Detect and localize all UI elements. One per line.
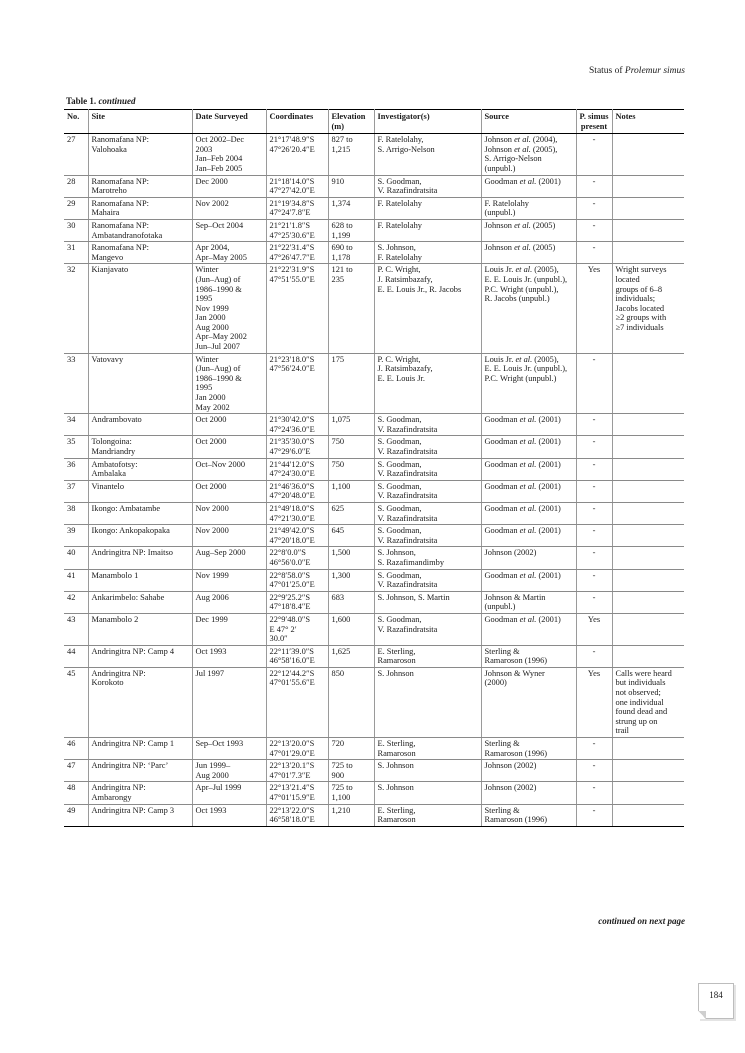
cell-notes — [612, 436, 684, 458]
cell-site: Andringitra NP: Camp 1 — [88, 738, 192, 760]
cell-date-surveyed: Nov 1999 — [192, 569, 266, 591]
cell-elevation: 850 — [328, 667, 374, 737]
cell-investigators: S. Johnson, S. Martin — [374, 591, 481, 613]
cell-investigators: E. Sterling, Ramaroson — [374, 804, 481, 826]
cell-p-simus-present: - — [576, 219, 612, 241]
cell-no: 31 — [64, 242, 88, 264]
cell-p-simus-present: - — [576, 197, 612, 219]
cell-investigators: P. C. Wright, J. Ratsimbazafy, E. E. Louis Jr. — [374, 353, 481, 414]
table-row — [64, 502, 684, 524]
cell-no: 48 — [64, 782, 88, 804]
cell-date-surveyed: Apr 2004, Apr–May 2005 — [192, 242, 266, 264]
cell-site: Vinantelo — [88, 480, 192, 502]
header-notes: Notes — [612, 110, 684, 134]
cell-no: 30 — [64, 219, 88, 241]
cell-investigators: S. Johnson — [374, 782, 481, 804]
cell-coordinates: 21°21′1.8″S 47°25′30.6″E — [266, 219, 328, 241]
running-head-prefix: Status of — [589, 66, 625, 76]
cell-p-simus-present: - — [576, 414, 612, 436]
cell-date-surveyed: Oct 1993 — [192, 645, 266, 667]
cell-date-surveyed: Sep–Oct 2004 — [192, 219, 266, 241]
page-number-box — [698, 983, 734, 1019]
table-row — [64, 264, 684, 353]
cell-date-surveyed: Dec 2000 — [192, 175, 266, 197]
cell-date-surveyed: Aug–Sep 2000 — [192, 547, 266, 569]
cell-p-simus-present: - — [576, 782, 612, 804]
cell-p-simus-present: - — [576, 502, 612, 524]
table-body — [64, 134, 684, 827]
cell-source: Johnson (2002) — [481, 760, 576, 782]
cell-investigators: S. Goodman, V. Razafindratsita — [374, 502, 481, 524]
cell-notes: Calls were heard but individuals not observed; one individual found dead and strung up on trail — [612, 667, 684, 737]
cell-source: Johnson et al. (2005) — [481, 219, 576, 241]
page-curl-icon — [698, 1011, 706, 1019]
cell-investigators: S. Johnson, F. Ratelolahy — [374, 242, 481, 264]
cell-no: 33 — [64, 353, 88, 414]
table-caption — [66, 96, 135, 106]
cell-investigators: E. Sterling, Ramaroson — [374, 738, 481, 760]
cell-no: 39 — [64, 525, 88, 547]
table-row — [64, 134, 684, 175]
cell-coordinates: 21°46′36.0″S 47°20′48.0″E — [266, 480, 328, 502]
cell-source: Louis Jr. et al. (2005), E. E. Louis Jr. (unpubl.), P.C. Wright (unpubl.), R. Jacobs (unpubl.) — [481, 264, 576, 353]
cell-notes — [612, 645, 684, 667]
cell-investigators: F. Ratelolahy — [374, 197, 481, 219]
cell-site: Ranomafana NP: Mahaira — [88, 197, 192, 219]
cell-elevation: 683 — [328, 591, 374, 613]
table-row — [64, 458, 684, 480]
table-row — [64, 414, 684, 436]
cell-p-simus-present: - — [576, 591, 612, 613]
table-row — [64, 645, 684, 667]
cell-no: 28 — [64, 175, 88, 197]
cell-site: Kianjavato — [88, 264, 192, 353]
table-row — [64, 242, 684, 264]
cell-date-surveyed: Sep–Oct 1993 — [192, 738, 266, 760]
cell-notes — [612, 613, 684, 645]
cell-source: Sterling & Ramaroson (1996) — [481, 738, 576, 760]
cell-p-simus-present: Yes — [576, 264, 612, 353]
cell-date-surveyed: Oct 1993 — [192, 804, 266, 826]
cell-notes — [612, 782, 684, 804]
table-row — [64, 547, 684, 569]
cell-notes — [612, 760, 684, 782]
table-caption-label: Table 1. — [66, 96, 97, 106]
cell-date-surveyed: Nov 2000 — [192, 525, 266, 547]
cell-site: Vatovavy — [88, 353, 192, 414]
cell-site: Ankarimbelo: Sahabe — [88, 591, 192, 613]
cell-no: 35 — [64, 436, 88, 458]
cell-coordinates: 22°12′44.2″S 47°01′55.6″E — [266, 667, 328, 737]
cell-source: Sterling & Ramaroson (1996) — [481, 645, 576, 667]
cell-date-surveyed: Winter (Jun–Aug) of 1986–1990 & 1995 Nov 1999 Jan 2000 Aug 2000 Apr–May 2002 Jun–Jul 2007 — [192, 264, 266, 353]
cell-date-surveyed: Apr–Jul 1999 — [192, 782, 266, 804]
cell-no: 41 — [64, 569, 88, 591]
cell-source: Johnson et al. (2004), Johnson et al. (2005), S. Arrigo-Nelson (unpubl.) — [481, 134, 576, 175]
cell-site: Ranomafana NP: Mangevo — [88, 242, 192, 264]
cell-site: Ranomafana NP: Valohoaka — [88, 134, 192, 175]
cell-date-surveyed: Oct 2002–Dec 2003 Jan–Feb 2004 Jan–Feb 2005 — [192, 134, 266, 175]
cell-investigators: S. Johnson — [374, 667, 481, 737]
cell-site: Ikongo: Ambatambe — [88, 502, 192, 524]
cell-date-surveyed: Oct 2000 — [192, 414, 266, 436]
cell-p-simus-present: Yes — [576, 613, 612, 645]
cell-no: 37 — [64, 480, 88, 502]
cell-p-simus-present: Yes — [576, 667, 612, 737]
table-header-row — [64, 110, 684, 134]
cell-notes — [612, 547, 684, 569]
cell-no: 47 — [64, 760, 88, 782]
table-row — [64, 480, 684, 502]
cell-date-surveyed: Dec 1999 — [192, 613, 266, 645]
cell-source: Johnson (2002) — [481, 782, 576, 804]
cell-site: Andringitra NP: Camp 4 — [88, 645, 192, 667]
cell-notes — [612, 458, 684, 480]
cell-date-surveyed: Oct–Nov 2000 — [192, 458, 266, 480]
cell-p-simus-present: - — [576, 175, 612, 197]
cell-p-simus-present: - — [576, 804, 612, 826]
survey-table — [64, 109, 684, 827]
header-coordinates: Coordinates — [266, 110, 328, 134]
cell-no: 49 — [64, 804, 88, 826]
page-number: 184 — [709, 990, 723, 1000]
cell-no: 43 — [64, 613, 88, 645]
cell-investigators: S. Goodman, V. Razafindratsita — [374, 569, 481, 591]
table-row — [64, 175, 684, 197]
cell-elevation: 827 to 1,215 — [328, 134, 374, 175]
cell-p-simus-present: - — [576, 738, 612, 760]
cell-source: Goodman et al. (2001) — [481, 436, 576, 458]
cell-source: Johnson (2002) — [481, 547, 576, 569]
cell-elevation: 1,100 — [328, 480, 374, 502]
cell-no: 34 — [64, 414, 88, 436]
cell-elevation: 750 — [328, 458, 374, 480]
cell-notes — [612, 480, 684, 502]
cell-notes — [612, 219, 684, 241]
table-row — [64, 738, 684, 760]
cell-no: 46 — [64, 738, 88, 760]
cell-coordinates: 21°44′12.0″S 47°24′30.0″E — [266, 458, 328, 480]
cell-investigators: S. Goodman, V. Razafindratsita — [374, 458, 481, 480]
cell-notes — [612, 353, 684, 414]
cell-notes — [612, 569, 684, 591]
cell-date-surveyed: Nov 2002 — [192, 197, 266, 219]
cell-coordinates: 22°8′0.0″S 46°56′0.0″E — [266, 547, 328, 569]
cell-p-simus-present: - — [576, 134, 612, 175]
cell-coordinates: 21°35′30.0″S 47°29′6.0″E — [266, 436, 328, 458]
cell-coordinates: 22°9′25.2″S 47°18′8.4″E — [266, 591, 328, 613]
cell-source: Johnson & Wyner (2000) — [481, 667, 576, 737]
table-row — [64, 569, 684, 591]
cell-elevation: 1,210 — [328, 804, 374, 826]
cell-elevation: 1,300 — [328, 569, 374, 591]
cell-notes — [612, 525, 684, 547]
cell-no: 32 — [64, 264, 88, 353]
cell-coordinates: 22°13′22.0″S 46°58′18.0″E — [266, 804, 328, 826]
cell-site: Manambolo 2 — [88, 613, 192, 645]
cell-coordinates: 21°22′31.4″S 47°26′47.7″E — [266, 242, 328, 264]
cell-elevation: 720 — [328, 738, 374, 760]
cell-elevation: 750 — [328, 436, 374, 458]
cell-site: Tolongoina: Mandriandry — [88, 436, 192, 458]
running-head-species: Prolemur simus — [624, 66, 685, 76]
cell-notes — [612, 591, 684, 613]
cell-source: Goodman et al. (2001) — [481, 502, 576, 524]
cell-p-simus-present: - — [576, 436, 612, 458]
cell-notes — [612, 804, 684, 826]
header-p-simus-present: P. simus present — [576, 110, 612, 134]
cell-site: Manambolo 1 — [88, 569, 192, 591]
cell-p-simus-present: - — [576, 458, 612, 480]
table-row — [64, 525, 684, 547]
cell-investigators: S. Goodman, V. Razafindratsita — [374, 525, 481, 547]
cell-date-surveyed: Jul 1997 — [192, 667, 266, 737]
cell-notes — [612, 502, 684, 524]
cell-site: Andringitra NP: Camp 3 — [88, 804, 192, 826]
header-source: Source — [481, 110, 576, 134]
cell-source: Goodman et al. (2001) — [481, 414, 576, 436]
cell-coordinates: 21°49′18.0″S 47°21′30.0″E — [266, 502, 328, 524]
cell-elevation: 645 — [328, 525, 374, 547]
cell-investigators: S. Goodman, V. Razafindratsita — [374, 613, 481, 645]
table-row — [64, 436, 684, 458]
table-row — [64, 667, 684, 737]
cell-no: 36 — [64, 458, 88, 480]
cell-coordinates: 21°18′14.0″S 47°27′42.0″E — [266, 175, 328, 197]
cell-site: Andrambovato — [88, 414, 192, 436]
cell-elevation: 1,075 — [328, 414, 374, 436]
cell-site: Andringitra NP: Korokoto — [88, 667, 192, 737]
cell-elevation: 1,500 — [328, 547, 374, 569]
cell-site: Ambatofotsy: Ambalaka — [88, 458, 192, 480]
header-no: No. — [64, 110, 88, 134]
table-row — [64, 760, 684, 782]
cell-p-simus-present: - — [576, 480, 612, 502]
cell-investigators: S. Johnson, S. Razafimandimby — [374, 547, 481, 569]
cell-no: 40 — [64, 547, 88, 569]
cell-coordinates: 21°23′18.0″S 47°56′24.0″E — [266, 353, 328, 414]
cell-date-surveyed: Oct 2000 — [192, 480, 266, 502]
cell-site: Ranomafana NP: Ambatandranofotaka — [88, 219, 192, 241]
cell-no: 42 — [64, 591, 88, 613]
cell-coordinates: 22°13′20.0″S 47°01′29.0″E — [266, 738, 328, 760]
table-row — [64, 804, 684, 826]
cell-notes: Wright surveys located groups of 6–8 individuals; Jacobs located ≥2 groups with ≥7 individuals — [612, 264, 684, 353]
cell-coordinates: 22°11′39.0″S 46°58′16.0″E — [266, 645, 328, 667]
cell-date-surveyed: Winter (Jun–Aug) of 1986–1990 & 1995 Jan 2000 May 2002 — [192, 353, 266, 414]
cell-no: 29 — [64, 197, 88, 219]
cell-site: Ikongo: Ankopakopaka — [88, 525, 192, 547]
cell-investigators: S. Goodman, V. Razafindratsita — [374, 175, 481, 197]
cell-investigators: P. C. Wright, J. Ratsimbazafy, E. E. Louis Jr., R. Jacobs — [374, 264, 481, 353]
cell-no: 45 — [64, 667, 88, 737]
cell-no: 44 — [64, 645, 88, 667]
table-caption-continued: continued — [98, 96, 136, 106]
running-head — [589, 66, 685, 76]
cell-coordinates: 21°17′48.9″S 47°26′20.4″E — [266, 134, 328, 175]
cell-coordinates: 22°13′20.1″S 47°01′7.3″E — [266, 760, 328, 782]
cell-coordinates: 22°13′21.4″S 47°01′15.9″E — [266, 782, 328, 804]
cell-investigators: S. Goodman, V. Razafindratsita — [374, 436, 481, 458]
cell-elevation: 910 — [328, 175, 374, 197]
cell-coordinates: 22°9′48.0″S E 47° 2′ 30.0″ — [266, 613, 328, 645]
cell-source: Louis Jr. et al. (2005), E. E. Louis Jr. (unpubl.), P.C. Wright (unpubl.) — [481, 353, 576, 414]
cell-source: Goodman et al. (2001) — [481, 613, 576, 645]
table-row — [64, 219, 684, 241]
table-row — [64, 197, 684, 219]
header-investigators: Investigator(s) — [374, 110, 481, 134]
cell-coordinates: 21°19′34.8″S 47°24′7.8″E — [266, 197, 328, 219]
cell-elevation: 175 — [328, 353, 374, 414]
cell-source: Sterling & Ramaroson (1996) — [481, 804, 576, 826]
cell-investigators: S. Goodman, V. Razafindratsita — [374, 480, 481, 502]
cell-source: Goodman et al. (2001) — [481, 480, 576, 502]
table-row — [64, 613, 684, 645]
cell-coordinates: 21°22′31.9″S 47°51′55.0″E — [266, 264, 328, 353]
cell-date-surveyed: Jun 1999– Aug 2000 — [192, 760, 266, 782]
cell-source: F. Ratelolahy (unpubl.) — [481, 197, 576, 219]
cell-source: Johnson et al. (2005) — [481, 242, 576, 264]
cell-elevation: 1,625 — [328, 645, 374, 667]
continued-note: continued on next page — [598, 916, 685, 926]
table-row — [64, 591, 684, 613]
cell-elevation: 1,600 — [328, 613, 374, 645]
cell-source: Goodman et al. (2001) — [481, 175, 576, 197]
cell-notes — [612, 242, 684, 264]
cell-investigators: S. Goodman, V. Razafindratsita — [374, 414, 481, 436]
cell-date-surveyed: Oct 2000 — [192, 436, 266, 458]
cell-date-surveyed: Nov 2000 — [192, 502, 266, 524]
cell-elevation: 121 to 235 — [328, 264, 374, 353]
cell-investigators: S. Johnson — [374, 760, 481, 782]
cell-elevation: 625 — [328, 502, 374, 524]
cell-elevation: 1,374 — [328, 197, 374, 219]
cell-p-simus-present: - — [576, 569, 612, 591]
cell-p-simus-present: - — [576, 645, 612, 667]
table-row — [64, 782, 684, 804]
cell-notes — [612, 197, 684, 219]
cell-site: Ranomafana NP: Marotreho — [88, 175, 192, 197]
header-date-surveyed: Date Surveyed — [192, 110, 266, 134]
table-row — [64, 353, 684, 414]
cell-p-simus-present: - — [576, 525, 612, 547]
header-elevation: Elevation (m) — [328, 110, 374, 134]
cell-notes — [612, 134, 684, 175]
cell-notes — [612, 175, 684, 197]
cell-p-simus-present: - — [576, 353, 612, 414]
header-site: Site — [88, 110, 192, 134]
cell-no: 27 — [64, 134, 88, 175]
cell-date-surveyed: Aug 2006 — [192, 591, 266, 613]
cell-p-simus-present: - — [576, 242, 612, 264]
cell-elevation: 628 to 1,199 — [328, 219, 374, 241]
cell-coordinates: 21°49′42.0″S 47°20′18.0″E — [266, 525, 328, 547]
cell-source: Goodman et al. (2001) — [481, 458, 576, 480]
cell-p-simus-present: - — [576, 547, 612, 569]
cell-source: Johnson & Martin (unpubl.) — [481, 591, 576, 613]
cell-elevation: 725 to 900 — [328, 760, 374, 782]
cell-no: 38 — [64, 502, 88, 524]
cell-investigators: E. Sterling, Ramaroson — [374, 645, 481, 667]
cell-coordinates: 21°30′42.0″S 47°24′36.0″E — [266, 414, 328, 436]
cell-investigators: F. Ratelolahy, S. Arrigo-Nelson — [374, 134, 481, 175]
cell-p-simus-present: - — [576, 760, 612, 782]
cell-site: Andringitra NP: Ambarongy — [88, 782, 192, 804]
cell-elevation: 725 to 1,100 — [328, 782, 374, 804]
cell-investigators: F. Ratelolahy — [374, 219, 481, 241]
cell-site: Andringitra NP: ‘Parc’ — [88, 760, 192, 782]
cell-source: Goodman et al. (2001) — [481, 569, 576, 591]
cell-coordinates: 22°8′58.0″S 47°01′25.0″E — [266, 569, 328, 591]
cell-source: Goodman et al. (2001) — [481, 525, 576, 547]
cell-notes — [612, 738, 684, 760]
cell-notes — [612, 414, 684, 436]
cell-elevation: 690 to 1,178 — [328, 242, 374, 264]
cell-site: Andringitra NP: Imaitso — [88, 547, 192, 569]
